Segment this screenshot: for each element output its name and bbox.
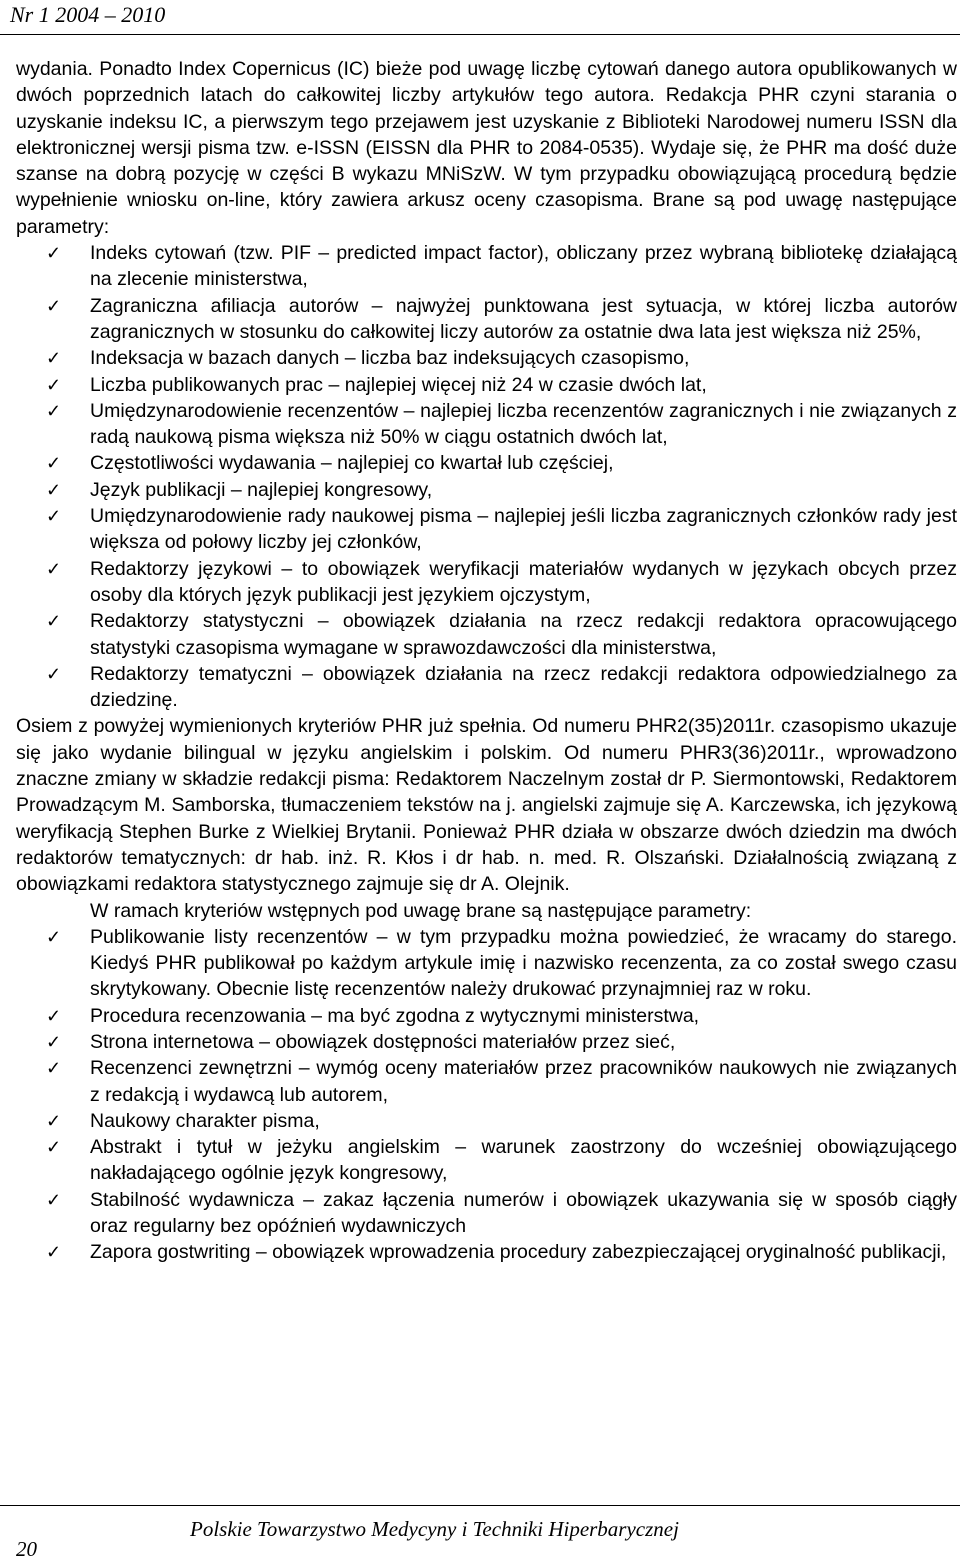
list-item [16,1108,957,1134]
list-item-text: Indeks cytowań (tzw. PIF – predicted impact factor), obliczany przez wybraną bibliotekę działającą na zlecenie ministerstwa, [90,242,957,291]
criteria-list-mniszw [16,240,957,713]
list-item [16,661,957,714]
list-item [16,1239,957,1265]
footer-society-name: Polskie Towarzystwo Medycyny i Techniki Hiperbarycznej [190,1517,679,1541]
list-item-text: Redaktorzy statystyczni – obowiązek działania na rzecz redakcji redaktora opracowującego statystyki czasopisma wymagane w sprawozdawczości dla ministerstwa, [90,610,957,659]
checkmark-icon: ✓ [46,663,62,684]
list-item [16,345,957,371]
list-item [16,503,957,556]
list-item [16,1029,957,1055]
list-item-text: Stabilność wydawnicza – zakaz łączenia numerów i obowiązek ukazywania się w sposób ciągły oraz regularny bez opóźnień wydawniczych [90,1188,957,1238]
checkmark-icon: ✓ [46,1031,62,1052]
checkmark-icon: ✓ [46,558,62,579]
checkmark-icon: ✓ [46,453,62,474]
list-item-text: Zagraniczna afiliacja autorów – najwyżej punktowana jest sytuacja, w której liczba autorów zagranicznych w stosunku do całkowitej liczy autorów za ostatnie dwa lata jest większa niż 25%, [90,294,957,343]
list-item-text: Zapora gostwriting – obowiązek wprowadzenia procedury zabezpieczającej oryginalność publikacji, [90,1241,947,1264]
checkmark-icon: ✓ [46,1189,62,1210]
list-item-text: Język publikacji – najlepiej kongresowy, [90,478,433,501]
checkmark-icon: ✓ [46,1137,62,1158]
journal-issue-header: Nr 1 2004 – 2010 [10,2,166,27]
list-item-text: Recenzenci zewnętrzni – wymóg oceny materiałów przez pracowników naukowych nie związanych z redakcją i wydawcą lub autorem, [90,1057,957,1106]
list-item-text: Redaktorzy językowi – to obowiązek weryfikacji materiałów wydanych w językach obcych przez osoby dla których język publikacji jest językiem ojczystym, [90,557,957,606]
list-item [16,398,957,451]
list-item [16,924,957,1003]
list-item [16,1055,957,1108]
list-item [16,293,957,346]
checkmark-icon: ✓ [46,926,62,947]
list-item-text: Liczba publikowanych prac – najlepiej więcej niż 24 w czasie dwóch lat, [90,373,707,396]
list-item-text: Umiędzynarodowienie recenzentów – najlepiej liczba recenzentów zagranicznych i nie związanych z radą naukową pisma większa niż 50% w ciągu ostatnich dwóch lat, [90,399,957,449]
page-number: 20 [16,1537,37,1561]
list-item-text: Publikowanie listy recenzentów – w tym przypadku można powiedzieć, że wracamy do starego. Kiedyś PHR publikował po każdym artykule imię i nazwisko recenzenta, za co został swego czasu skrytykowany. Obecnie listę recenzentów należy drukować przynajmniej raz w roku. [90,925,957,1001]
list-item [16,240,957,293]
checkmark-icon: ✓ [46,1005,62,1026]
checkmark-icon: ✓ [46,243,62,264]
list-item-text: Częstotliwości wydawania – najlepiej co kwartał lub częściej, [90,452,614,475]
checkmark-icon: ✓ [46,348,62,369]
list-item-text: Strona internetowa – obowiązek dostępności materiałów przez sieć, [90,1030,676,1053]
checkmark-icon: ✓ [46,479,62,500]
checkmark-icon: ✓ [46,374,62,395]
article-body [16,56,957,1266]
checkmark-icon: ✓ [46,1242,62,1263]
checkmark-icon: ✓ [46,1058,62,1079]
checkmark-icon: ✓ [46,1110,62,1131]
list-item [16,1003,957,1029]
checkmark-icon: ✓ [46,506,62,527]
header-divider [0,34,960,35]
list-item-text: Naukowy charakter pisma, [90,1109,320,1132]
checkmark-icon: ✓ [46,295,62,316]
list-item-text: Umiędzynarodowienie rady naukowej pisma – najlepiej jeśli liczba zagranicznych członków rady jest większa od połowy liczby jej członków, [90,505,957,554]
list-item [16,477,957,503]
list-item-text: Redaktorzy tematyczni – obowiązek działania na rzecz redakcji redaktora odpowiedzialnego za dziedzinę. [90,662,957,712]
list-item [16,608,957,661]
list-item-text: Procedura recenzowania – ma być zgodna z wytycznymi ministerstwa, [90,1004,700,1027]
paragraph-preliminary-criteria: W ramach kryteriów wstępnych pod uwagę brane są następujące parametry: [90,899,752,922]
list-item [16,372,957,398]
list-item-text: Indeksacja w bazach danych – liczba baz indeksujących czasopismo, [90,347,690,370]
criteria-list-preliminary [16,924,957,1266]
checkmark-icon: ✓ [46,611,62,632]
paragraph-intro: wydania. Ponadto Index Copernicus (IC) bieże pod uwagę liczbę cytowań danego autora opublikowanych w dwóch poprzednich latach do całkowitej liczby artykułów tego autora. Redakcja PHR czyni starania o uzyskanie indeksu IC, a pierwszym tego przejawem jest uzyskanie z Biblioteki Narodowej numeru ISSN dla elektronicznej wersji pisma tzw. e-ISSN (EISSN dla PHR to 2084-0535). Wydaje się, że PHR ma dość duże szanse na dobrą pozycję w części B wykazu MNiSzW. W tym przypadku obowiązującą procedurą będzie wypełnienie wniosku on-line, który zawiera arkusz oceny czasopisma. Brane są pod uwagę następujące parametry: [16,58,957,238]
list-item [16,1134,957,1187]
list-item [16,1187,957,1240]
list-item-text: Abstrakt i tytuł w jeżyku angielskim – warunek zaostrzony do wcześniej obowiązującego nakładającego ogólnie język kongresowy, [90,1136,957,1185]
list-item [16,450,957,476]
paragraph-phr-status: Osiem z powyżej wymienionych kryteriów PHR już spełnia. Od numeru PHR2(35)2011r. czasopismo ukazuje się jako wydanie bilingual w języku angielskim i polskim. Od numeru PHR3(36)2011r., wprowadzono znaczne zmiany w składzie redakcji pisma: Redaktorem Naczelnym został dr P. Siermontowski, Redaktorem Prowadzącym M. Samborska, tłumaczeniem tekstów na j. angielski zajmuje się A. Karczewska, ich językową weryfikacją Stephen Burke z Wielkiej Brytanii. Ponieważ PHR działa w obszarze dwóch dziedzin ma dwóch redaktorów tematycznych: dr hab. inż. R. Kłos i dr hab. n. med. R. Olszański. Działalnością związaną z obowiązkami redaktora statystycznego zajmuje się dr A. Olejnik. [16,715,957,896]
checkmark-icon: ✓ [46,400,62,421]
footer-divider [0,1505,960,1506]
list-item [16,556,957,609]
